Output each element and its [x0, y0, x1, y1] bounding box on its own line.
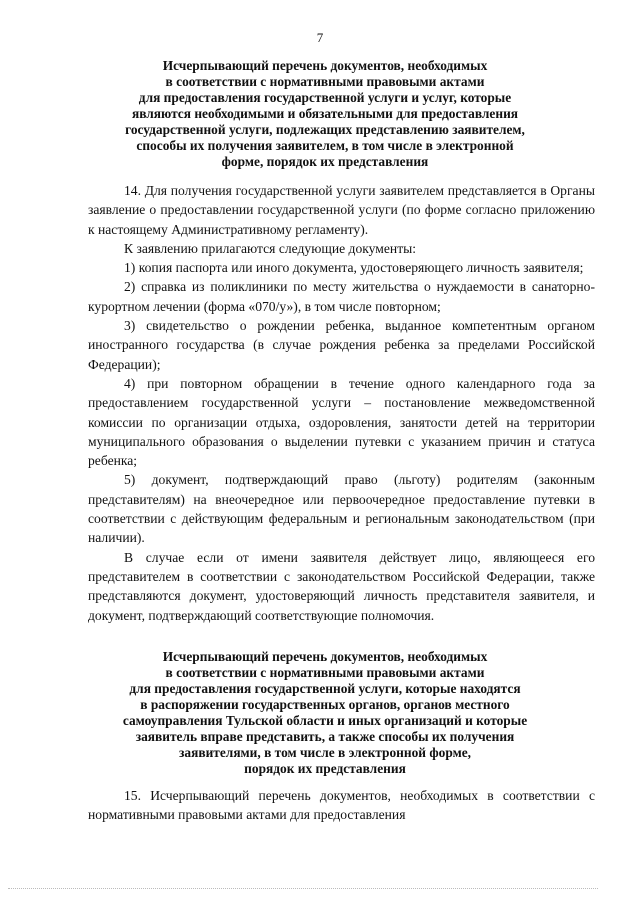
- heading-line: Исчерпывающий перечень документов, необходимых: [162, 649, 488, 664]
- heading-line: государственной услуги, подлежащих представлению заявителем,: [125, 122, 525, 137]
- heading-line: форме, порядок их представления: [221, 154, 429, 169]
- list-item-2: 2) справка из поликлиники по месту жительства о нуждаемости в санаторно-курортном лечении (форма «070/у»), в том числе повторном;: [88, 279, 595, 314]
- list-item-4: 4) при повторном обращении в течение одного календарного года за предоставлением государственной услуги – постановление межведомственной комиссии по организации отдыха, оздоровления, занятости детей на территории муниципального образования о выделении путевки с указанием причин и статуса ребенка;: [88, 375, 595, 469]
- heading-line: в распоряжении государственных органов, органов местного: [140, 697, 510, 712]
- list-item-1: 1) копия паспорта или иного документа, удостоверяющего личность заявителя;: [124, 260, 584, 276]
- section-heading-documents-in-agencies: [60, 649, 590, 777]
- heading-line: для предоставления государственной услуги и услуг, которые: [138, 90, 512, 105]
- heading-line: являются необходимыми и обязательными для предоставления: [131, 106, 519, 121]
- paragraph-15: 15. Исчерпывающий перечень документов, необходимых в соответствии с нормативными правовыми актами для предоставления: [88, 788, 595, 823]
- paragraph-14: 14. Для получения государственной услуги заявителем представляется в Органы заявление о предоставлении государственной услуги (по форме согласно приложению к настоящему Административному регламенту).: [88, 183, 595, 237]
- list-item-3: 3) свидетельство о рождении ребенка, выданное компетентным органом иностранного государства (в случае рождения ребенка за пределами Российской Федерации);: [88, 318, 595, 372]
- paragraph-representative: В случае если от имени заявителя действует лицо, являющееся его представителем в соответствии с законодательством Российской Федерации, также представляются документ, удостоверяющий личность представителя заявителя, и документ, подтверждающий соответствующие полномочия.: [88, 549, 595, 623]
- paragraph-attachments-intro: К заявлению прилагаются следующие документы:: [124, 240, 417, 256]
- heading-line: в соответствии с нормативными правовыми актами: [165, 665, 485, 680]
- heading-line: заявитель вправе представить, а также способы их получения: [135, 729, 515, 744]
- heading-line: в соответствии с нормативными правовыми актами: [165, 74, 485, 89]
- heading-line: порядок их представления: [244, 761, 406, 776]
- section-heading-documents-required: [60, 58, 590, 170]
- heading-line: для предоставления государственной услуги, которые находятся: [129, 681, 521, 696]
- heading-line: способы их получения заявителем, в том числе в электронной: [136, 138, 514, 153]
- heading-line: заявителями, в том числе в электронной форме,: [179, 745, 471, 760]
- page-number: 7: [316, 30, 324, 45]
- section-body-documents-required: [88, 181, 595, 625]
- list-item-5: 5) документ, подтверждающий право (льготу) родителям (законным представителям) на внеочередное или первоочередное предоставление путевки в соответствии с действующим федеральным и региональным законодательством (при наличии).: [88, 472, 595, 546]
- section-body-documents-in-agencies: [88, 786, 595, 825]
- heading-line: самоуправления Тульской области и иных организаций и которые: [122, 713, 528, 728]
- footer-divider: [8, 888, 598, 890]
- heading-line: Исчерпывающий перечень документов, необходимых: [162, 58, 488, 73]
